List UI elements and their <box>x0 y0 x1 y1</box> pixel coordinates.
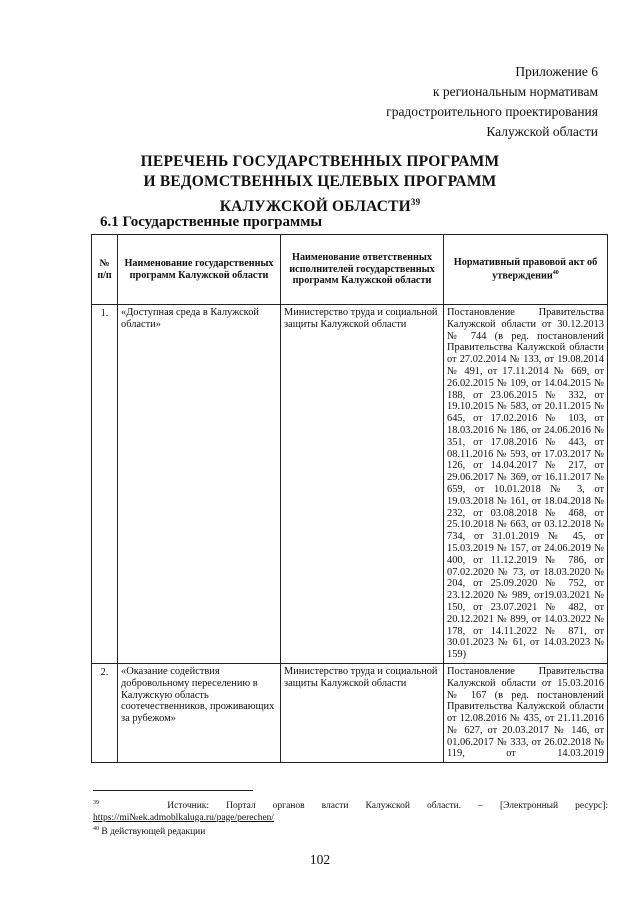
row-num: 1. <box>92 305 118 664</box>
title-line: КАЛУЖСКОЙ ОБЛАСТИ$^{39}$ <box>219 197 421 216</box>
header-act: Нормативный правовой акт об утверждении$^{40}$ <box>444 235 608 305</box>
table-row <box>92 663 608 762</box>
footnote-divider <box>93 790 253 791</box>
footnote-ref: 39 <box>410 197 421 207</box>
appendix-header <box>386 62 598 142</box>
table-row <box>92 305 608 664</box>
header-num: № п/п <box>92 235 118 305</box>
footnote-39: $^{39}$ Источник: Портал органов власти Калужской области. – [Электронный ресурс]: <box>93 800 608 812</box>
appendix-line: Приложение 6 <box>515 64 598 79</box>
row-num: 2. <box>92 663 118 762</box>
page-number: 102 <box>309 852 331 867</box>
program-act: Постановление Правительства Калужской области от 30.12.2013 № 744 (в ред. постановлений Правительства Калужской области от 27.02.2014 № 133, от 19.08.2014 № 491, от 17.11.2014 № 669, от 26.02.2015 № 109, от 14.04.2015 № 188, от 23.06.2015 № 332, от 19.10.2015 № 583, от 20.11.2015 № 645, от 17.02.2016 № 103, от 18.03.2016 № 186, от 24.06.2016 № 351, от 17.08.2016 № 443, от 08.11.2016 № 593, от 17.03.2017 № 126, от 14.04.2017 № 217, от 29.06.2017 № 369, от 16.11.2017 № 659, от 10.01.2018 № 3, от 19.03.2018 № 161, от 18.04.2018 № 232, от 03.08.2018 № 468, от 25.10.2018 № 663, от 03.12.2018 № 734, от 31.01.2019 № 45, от 15.03.2019 № 157, от 24.06.2019 № 400, от 11.12.2019 № 786, от 07.02.2020 № 73, от 18.03.2020 № 204, от 25.09.2020 № 752, от 23.12.2020 № 989, от19.03.2021 № 150, от 23.07.2021 № 482, от 20.12.2021 № 899, от 14.03.2022 № 178, от 14.11.2022 № 871, от 30.01.2023 № 61, от 14.03.2023 № 159) <box>444 305 608 664</box>
appendix-line: к региональным нормативам <box>432 84 598 99</box>
header-executors: Наименование ответственных исполнителей государственных программ Калужской области <box>281 235 444 305</box>
footnote-ref: 40 <box>552 270 559 277</box>
footnote-40: $^{40}$ В действующей редакции <box>93 826 206 838</box>
program-executor: Министерство труда и социальной защиты Калужской области <box>281 305 444 664</box>
document-title <box>0 152 640 217</box>
appendix-line: градостроительного проектирования <box>386 104 598 119</box>
appendix-line: Калужской области <box>486 124 598 139</box>
program-act: Постановление Правительства Калужской области от 15.03.2016 № 167 (в ред. постановлений Правительства Калужской области от 12.08.2016 № 435, от 21.11.2016 № 627, от 20.03.2017 № 146, от 01.06.2017 № 333, от 26.02.2018 № 119, от 14.03.2019 <box>444 663 608 762</box>
program-executor: Министерство труда и социальной защиты Калужской области <box>281 663 444 762</box>
footnote-39-link[interactable]: https://mi№ek.admoblkaluga.ru/page/perechen/ <box>93 812 275 823</box>
program-name: «Доступная среда в Калужской области» <box>118 305 281 664</box>
title-line: ПЕРЕЧЕНЬ ГОСУДАРСТВЕННЫХ ПРОГРАММ <box>140 153 500 170</box>
title-line: И ВЕДОМСТВЕННЫХ ЦЕЛЕВЫХ ПРОГРАММ <box>143 173 497 190</box>
section-heading: 6.1 Государственные программы <box>100 214 323 230</box>
footnotes <box>93 798 608 839</box>
programs-table <box>91 234 608 763</box>
header-program-name: Наименование государственных программ Калужской области <box>118 235 281 305</box>
program-name: «Оказание содействия добровольному переселению в Калужскую область соотечественников, проживающих за рубежом» <box>118 663 281 762</box>
